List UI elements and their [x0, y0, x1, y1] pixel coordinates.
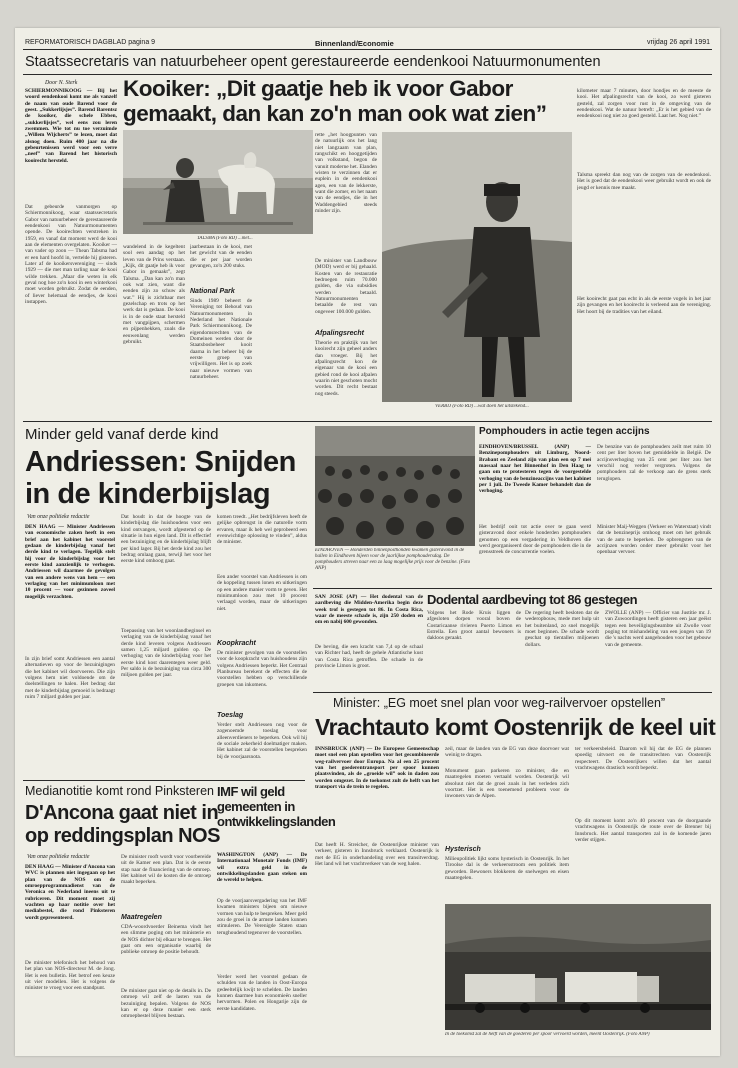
- kooiker-col6: kilometer maar 7 minuten, door hondjes en de meeste de kooi. Het afpalingsrecht van de kooi, zo werd gisteren gesteld, zal zorgen voor rust in de omgeving van de eendenkooi. Wat de natuur betreft: „Er is het gebied van de eendenkooi nog niet zo goed gesteld. Laat het. Nog niet.”: [577, 88, 711, 120]
- toeslag-text: Verder stelt Andriessen nog voor de zogenoemde toeslag voor alleenverdieners te beperken. Ook wil hij de sociale zekerheid doelmatiger maken. Het kabinet zal de voorstellen bespreken bij de voorjaarsnota.: [217, 722, 307, 760]
- afpaling-head: Afpalingsrecht: [315, 330, 365, 337]
- vrachtauto-col1b: Dat heeft H. Streicher, de Oostenrijkse minister van verkeer, gisteren in Innsbruck verklaard. Oostenrijk is met de EG in onderhandeling over een transitverdrag. Het land wil het vrachtverkeer van de weg halen.: [315, 842, 439, 868]
- kooiker-col4: jaarbestaan in de kooi, met het gewicht van de eenden die er per jaar worden gevangen, zo'n 200 stuks.: [190, 244, 252, 270]
- imf-headline: IMF wil geld gemeenten in ontwikkelingslanden: [217, 784, 336, 829]
- andriessen-byline: Van onze politieke redactie: [27, 514, 90, 520]
- photo-pomphouders: [315, 426, 475, 546]
- andriessen-col3b: Een ander voorstel van Andriessen is om de koppeling tussen lonen en uitkeringen op een andere manier vorm te geven. Het minimumloon zou met 10 procent verlaagd worden, maar de uitkeringen niet.: [217, 574, 307, 612]
- maatregelen-head: Maatregelen: [121, 914, 162, 921]
- dancona-kicker: Medianotitie komt rond Pinksteren: [25, 784, 214, 798]
- header-center: Binnenland/Economie: [315, 39, 394, 48]
- andriessen-headline-1: Andriessen: Snijden: [25, 446, 296, 478]
- photo2-caption: VERBIJ (Foto RD) ...wat doen het uitstekend...: [435, 404, 529, 409]
- pomphouders-zwolle: ZWOLLE (ANP) — Officier van Justitie mr. J. van Zuwoordingen heeft gisteren een jaar geëist tegen een beveiligingsbeambte uit Zwolle voor poging tot mishandeling van een jongen van 19 die 's nachts werd aangehouden voor het gebouw van de gemeente.: [605, 610, 711, 648]
- imf-col: Op de voorjaarsvergadering van het IMF kwamen ministers bijeen om nieuwe vormen van hulp te bespreken. Meer geld zou de groei in de armste landen kunnen stimuleren. De Verenigde Staten staan terughoudend tegenover de voorstellen.: [217, 898, 307, 936]
- kooiker-intro: SCHIERMONNIKOOG — Bij het woord eendenkooi komt me als vanzelf de naam van oude Barend voor de geest. „Sukkerlijsjes”. Barend Barentsz de kooiker, die schele Ebben, „sukkerlijsjes”, wel eens zou leren zwemmen. Wie tot nu toe verzuimde „Willem Wijcherts” te lezen, moet dat alsnog doen. Ruim 400 jaar na die gebeurtenissen werd voor een verre „neef” van Barend het historisch kooirecht hersteld.: [25, 88, 117, 164]
- andriessen-col2: Dat houdt in dat de hoogte van de kinderbijslag die huishoudens voor een kind ontvangen, wordt afgestemd op de situatie in hun eigen land. Dit is effectief een bezuiniging en de kinderbijslag blijft per kind lager. Bij het derde kind zou het bedrag omlaag gaan, terwijl het voor het eerste kind omhoog gaat.: [121, 514, 211, 565]
- kooiker-col6b: Talsma spreekt dan nog van de zorgen van de eendenkooi. Het is goed dat de eendenkooi weer gebruikt wordt en ook de jeugd er kennis mee maakt.: [577, 172, 711, 191]
- hysterisch-head: Hysterisch: [445, 846, 481, 853]
- dodental-headline: Dodental aardbeving tot 86 gestegen: [427, 592, 638, 607]
- imf-lead: WASHINGTON (ANP) — De Internationaal Monetair Fonds (IMF) wil extra geld in de ontwikkelingslanden gaan steken om de wereld te helpen.: [217, 852, 307, 884]
- dancona-col1: DEN HAAG — Minister d'Ancona van WVC is plannen niet ingegaan op het plan van de NOS om de omroepprogrammadienst van de Veronica en Nederland ineens uit te rubriceren. Dit moment moet zij wachten op haar notitie over het mediabestel, die rond Pinksteren wordt gepresenteerd.: [25, 864, 115, 921]
- pomphouders-col2: De benzine van de pomphouders zeilt met ruim 10 cent per liter boven het gemiddelde in België. De accijnsverhoging van 25 cent per liter zou het verschil nog verder vergroten. Volgens de pomphouders zal de verkoop aan de grens sterk teruglopen.: [597, 444, 711, 482]
- vrachtauto-col3: ter verkeersbeleid. Daarom wil hij dat de EG de plannen spoedig uitvoert en de transitrechten van Oostenrijk respecteert. De Oostenrijkers willen dat het aantal vrachtwagens drastisch wordt beperkt.: [575, 746, 711, 772]
- kooiker-byline: Door N. Sterk: [45, 80, 78, 86]
- vrachtauto-col3b: Op dit moment komt zo'n 40 procent van de doorgaande vrachtwagens in Oostenrijk de route over de Brenner bij Innsbruck. Het aantal transporten zal in de komende jaren verder stijgen.: [575, 818, 711, 844]
- vrachtauto-headline: Vrachtauto komt Oostenrijk de keel uit: [315, 714, 716, 740]
- kooiker-headline-1: Kooiker: „Dit gaatje heb ik voor Gabor: [123, 76, 513, 101]
- kicker-rule: [23, 74, 712, 75]
- dodental-col3: De regering heeft besloten dat de wederopbouw, mede met hulp uit het buitenland, zo snel mogelijk moet beginnen. De schade wordt geschat op tientallen miljoenen dollars.: [525, 610, 599, 648]
- pomphouders-col2b: Minister Maij-Weggen (Verkeer en Waterstaat) vindt dat de benzineprijs omhoog moet om het gebruik van de auto te beperken. De opbrengsten van de accijnzen worden onder meer gebruikt voor het openbaar vervoer.: [597, 524, 711, 556]
- vrachtauto-col2: zeil, maar de landen van de EG van deze doorvoer wat weinig te dragen.: [445, 746, 569, 759]
- afpaling-text: Theorie en praktijk van het kooirecht zijn geheel anders dan vroeger. Bij het afpalingsrecht kon de eigenaar van de kooi een gebied rond de kooi afpalen waarin niet geschoten mocht worden. Dit recht bestaat nog steeds.: [315, 340, 377, 397]
- rule-dodental: [313, 588, 712, 589]
- dancona-headline-1: D'Ancona gaat niet in: [25, 802, 219, 824]
- dancona-byline: Van onze politieke redactie: [27, 854, 90, 860]
- dancona-col2c: CDA-woordvoerder Beinema vindt het een slimme poging om het ministerie en de NOS dichter bij elkaar te brengen. Het gaat om een organisatie waarbij de publieke omroep de positie behoudt.: [121, 924, 211, 956]
- header-right: vrijdag 26 april 1991: [646, 39, 710, 46]
- kooiker-body1: Dat gebeurde vanmorgen op Schiermonnikoog, waar staatssecretaris Gabor van natuurbeheer de gerestaureerde eendenkooi van Natuurmonumenten opende. De kooirechten verstreken in 1959, en vanaf dat moment werd de kooi aan de elementen overgelaten. Kooiker — van vader op zoon — Thean Tabsma had er een hard hoofd in, vertelde hij gisteren. Later af de kooikersvereniging — sinds 1929 — die met man tarling naar de kooi wilde trekken. „Maar die weten in elk geval nog hoe zo'n kooi in een winterkooi moet worden gebruikt. Zodat de eenden, of liever helemaal de eendjes, de kooi instappen.: [25, 204, 117, 306]
- vrachtauto-col2b: Monument gaan parkeren zo minister, die en maatregelen moeten vertaald worden. Oostenrijk wil absoluut niet dat de groei zoals in het verleden zich voortzet. Het is een toenemend probleem voor de inwoners van de Alpen.: [445, 768, 569, 800]
- newspaper-page: [15, 28, 720, 1056]
- photo-kooiker-portrait: [382, 132, 572, 402]
- pomphouders-col1b: Het bedrijf ooit tot actie over te gaan werd gisteravond door enkele honderden pomphouders genomen op een vergadering in Veldhoven die werd georganiseerd door de pomphouders die in de grensstreek de concurrentie voelen.: [479, 524, 591, 556]
- dodental-lead: SAN JOSE (AP) — Het dodental van de aardbeving die Midden-Amerika begin deze week trof is gestegen tot 86. In Costa Rica, waar de meeste schade is, zijn 250 doden en om en nabij 600 gewonden.: [315, 594, 423, 626]
- kooiker-headline-2: gemaakt, dan kan zo'n man ook wat zien”: [123, 101, 547, 126]
- section-rule-1: [23, 421, 712, 422]
- dancona-col1b: De minister telefonisch het behoud van het plan van NOS-directeur M. de Jong. Het is een bulletin. Het betrof een keuze uit vier modellen. Het is volgens de minister te vroeg voor een standpunt.: [25, 960, 115, 992]
- dancona-col2d: De minister gaat niet op de details in. De omroep wil zelf de lasten van de bezuiniging bepalen. Volgens de NOS kan er op deze manier een sterk omroepbestel blijven bestaan.: [121, 988, 211, 1020]
- photo1-caption: TALSMA (Foto RD) ...met...: [197, 236, 253, 241]
- andriessen-col1b: In zijn brief somt Andriessen een aantal alternatieven op voor de bezuinigingen die het kabinet wil doorvoeren. Die zijn volgens hem niet voldoende om de doelstellingen te halen. Het bedrag dat met de kinderbijslag gemoeid is bedraagt ruim 7 miljard gulden per jaar.: [25, 656, 115, 701]
- kooiker-col6c: Het kooirecht gaat pas echt in als de eerste vogels in het jaar zijn gevangen en het kooirecht is verleend aan de vereniging. Het hoort bij de tradities van het eiland.: [577, 296, 711, 315]
- vrachtauto-col1: INNSBRUCK (ANP) — De Europese Gemeenschap moet snel een plan opstellen voor het gecombineerde weg-railvervoer door Europa. Na al een 25 procent van het goederentransport per spoor kunnen plaatsvinden, als de „groeide wil” ook in daden zou worden omgezet. In de toekomst zult de helft van het transport via de trein te regelen.: [315, 746, 439, 791]
- kooiker-kicker: Staatssecretaris van natuurbeheer opent gerestaureerde eendenkooi Natuurmonumenten: [25, 54, 601, 70]
- koopkracht-head: Koopkracht: [217, 640, 256, 647]
- rule-dancona: [23, 780, 305, 781]
- hysterisch-text: Milieupolitiek lijkt soms hysterisch in Oostenrijk. In het Tiroolse dal is de verkeersstroom een politiek item geworden. Bewoners blokkeren de snelwegen en eisen maatregelen.: [445, 856, 569, 882]
- pomphouders-kicker: Pomphouders in actie tegen accijns: [479, 426, 650, 437]
- andriessen-intro: DEN HAAG — Minister Andriessen van economische zaken heeft in een brief aan het kabinet het voorstel gedaan de kinderbijslag vanaf het derde kind te verlagen. Tegelijk stelt hij voor de kinderbijslag voor het eerste kind aanzienlijk te verhogen. Andriessen wil daarmee de gevolgen van een andere wens van hem — een verlaging van het minimumloon met 10 procent — voor gezinnen zoveel mogelijk verzachten.: [25, 524, 115, 600]
- photo3-caption: EINDHOVEN — Honderden binnenposthonden kwamen gisteravond in de hallen in Eindhoven bijeen voor de jaarlijkse pomphoudersdag. De pomphouders streven naar een zo laag mogelijke prijs voor de benzine. (Foto ANP): [315, 548, 471, 571]
- andriessen-headline-2: in de kinderbijslag: [25, 478, 271, 510]
- kooiker-col3: wandelend in de kegeltent sool een aandag op het leven van de Prins verstaan. „Kijk, dit gaatje heb ik voor Gabor in gemaakt”, zegt Talsma. „Dan kan zo'n man ook wat zien, want die eenden zijn zo schuw als wat.” Hij is zichtbaar met gezelschap en trots op het werk dat is gedaan. De kooi is in de oude staat hersteld met vangpijpen, schermen en pijpenhekken, zoals die eeuwenlang werden gebruikt.: [123, 244, 185, 346]
- imf-col2: Verder werd het voorstel gedaan de schulden van de landen in Oost-Europa gedeeltelijk kwijt te schelden. De landen kunnen daarmee hun economieën sneller hervormen. Polen en Hongarije zijn de eerste kandidaten.: [217, 974, 307, 1012]
- photo-trucks-train: [445, 904, 711, 1030]
- pomphouders-col1: EINDHOVEN/BRUSSEL (ANP) — Benzinepomphouders uit Limburg, Noord-Brabant en Zeeland zijn van plan een op 7 mei massaal naar het Binnenhof in Den Haag te gaan om te protesteren tegen de voorgestelde verhoging van de benzineaccijns van het kabinet per 1 juli. De Tweede Kamer behandelt dan de verhoging.: [479, 444, 591, 495]
- nat-park-text: Sinds 1989 beheert de Vereniging tot Behoud van Natuurmonumenten in Nederland het Nationale Park Schiermonnikoog. De eigendomsrechten van de Domeinen werden door de Staatsbosbeheer kooit daarna in het beheer bij de eerste groep van vrijwilligers. Het is op zoek naar nieuwe vormen van natuurbeheer.: [190, 298, 252, 381]
- header-rule: [23, 49, 712, 50]
- photo-kooiker-pony: [123, 130, 313, 234]
- dancona-headline-2: op reddingsplan NOS: [25, 825, 220, 847]
- dodental-col1: De beving, die een kracht van 7,4 op de schaal van Richter had, heeft de gehele Atlantische kust van Costa Rica getroffen. De schade in de provincie Limon is groot.: [315, 644, 423, 670]
- kooiker-col5b: De minister van Landbouw (MOD) werd er bij gehaald. Kosten van de restauratie bedroegen ruim 70.000 gulden, die via subsidies werden betaald. Natuurmonumenten betaalde de rest van ongeveer 100.000 gulden.: [315, 258, 377, 315]
- dancona-col2: De minister rooft wordt voor voorbereide uit de Kamer een plan. Dat is de eerste stap naar de financiering van de omroep. Het kabinet wil de kosten die de omroep maakt beperken.: [121, 854, 211, 886]
- andriessen-col3: komen treedt. „Het bedrijfsleven heeft de gelijke opbrengst in die naturelle vorm ervaren, maar ik heb wel geprobeerd een evenwichtige oplossing te vinden”, aldus de minister.: [217, 514, 307, 546]
- dodental-col2: Volgens het Rode Kruis liggen de afgesloten dorpen vooral boven de Costaricaanse rivieren Puerto Limon en Estrella. Een groot aantal bewoners is dakloos geraakt.: [427, 610, 521, 642]
- nat-park-head: National Park: [190, 288, 235, 295]
- vrachtauto-kicker: Minister: „EG moet snel plan voor weg-railvervoer opstellen”: [333, 696, 666, 710]
- photo4-caption: In de toekomst zal de helft van de goederen per spoor vervoerd worden, meent Oostenrijk. (Foto ANP): [445, 1032, 650, 1037]
- koopkracht-text: De minister gevolgen van de voorstellen voor de koopkracht van huishoudens zijn volgens Andriessen beperkt. Het Centraal Planbureau berekent de effecten die de voorstellen hebben op verschillende groepen van inkomens.: [217, 650, 307, 688]
- toeslag-head: Toeslag: [217, 712, 244, 719]
- rule-vracht: [313, 692, 712, 693]
- andriessen-col2b: Toepassing van het woonlandbeginsel en verlaging van de kinderbijslag vanaf het derde kind leveren volgens Andriessen samen 1,25 miljard gulden op. De verhoging van de kinderbijslag voor het eerste kind kost daarentegen weer geld. Per saldo is de bezuiniging van circa 300 miljoen gulden per jaar.: [121, 628, 211, 679]
- header-left: REFORMATORISCH DAGBLAD pagina 9: [25, 39, 156, 46]
- andriessen-kicker: Minder geld vanaf derde kind: [25, 426, 219, 443]
- kooiker-col5: rette „het hoogpunten van de natuurlijk ons het lang niet langzaam van plan, rangschikt en hooggetijden van volkstand, begon de vanuit moderne het. Elanden wisten te verzinnen dat er euplein in de eendenkooi agen, een van de lekkerste, want die zomer, en het naam van de eendjes, die in het Waddengebied steeds minder zijn.: [315, 132, 377, 215]
